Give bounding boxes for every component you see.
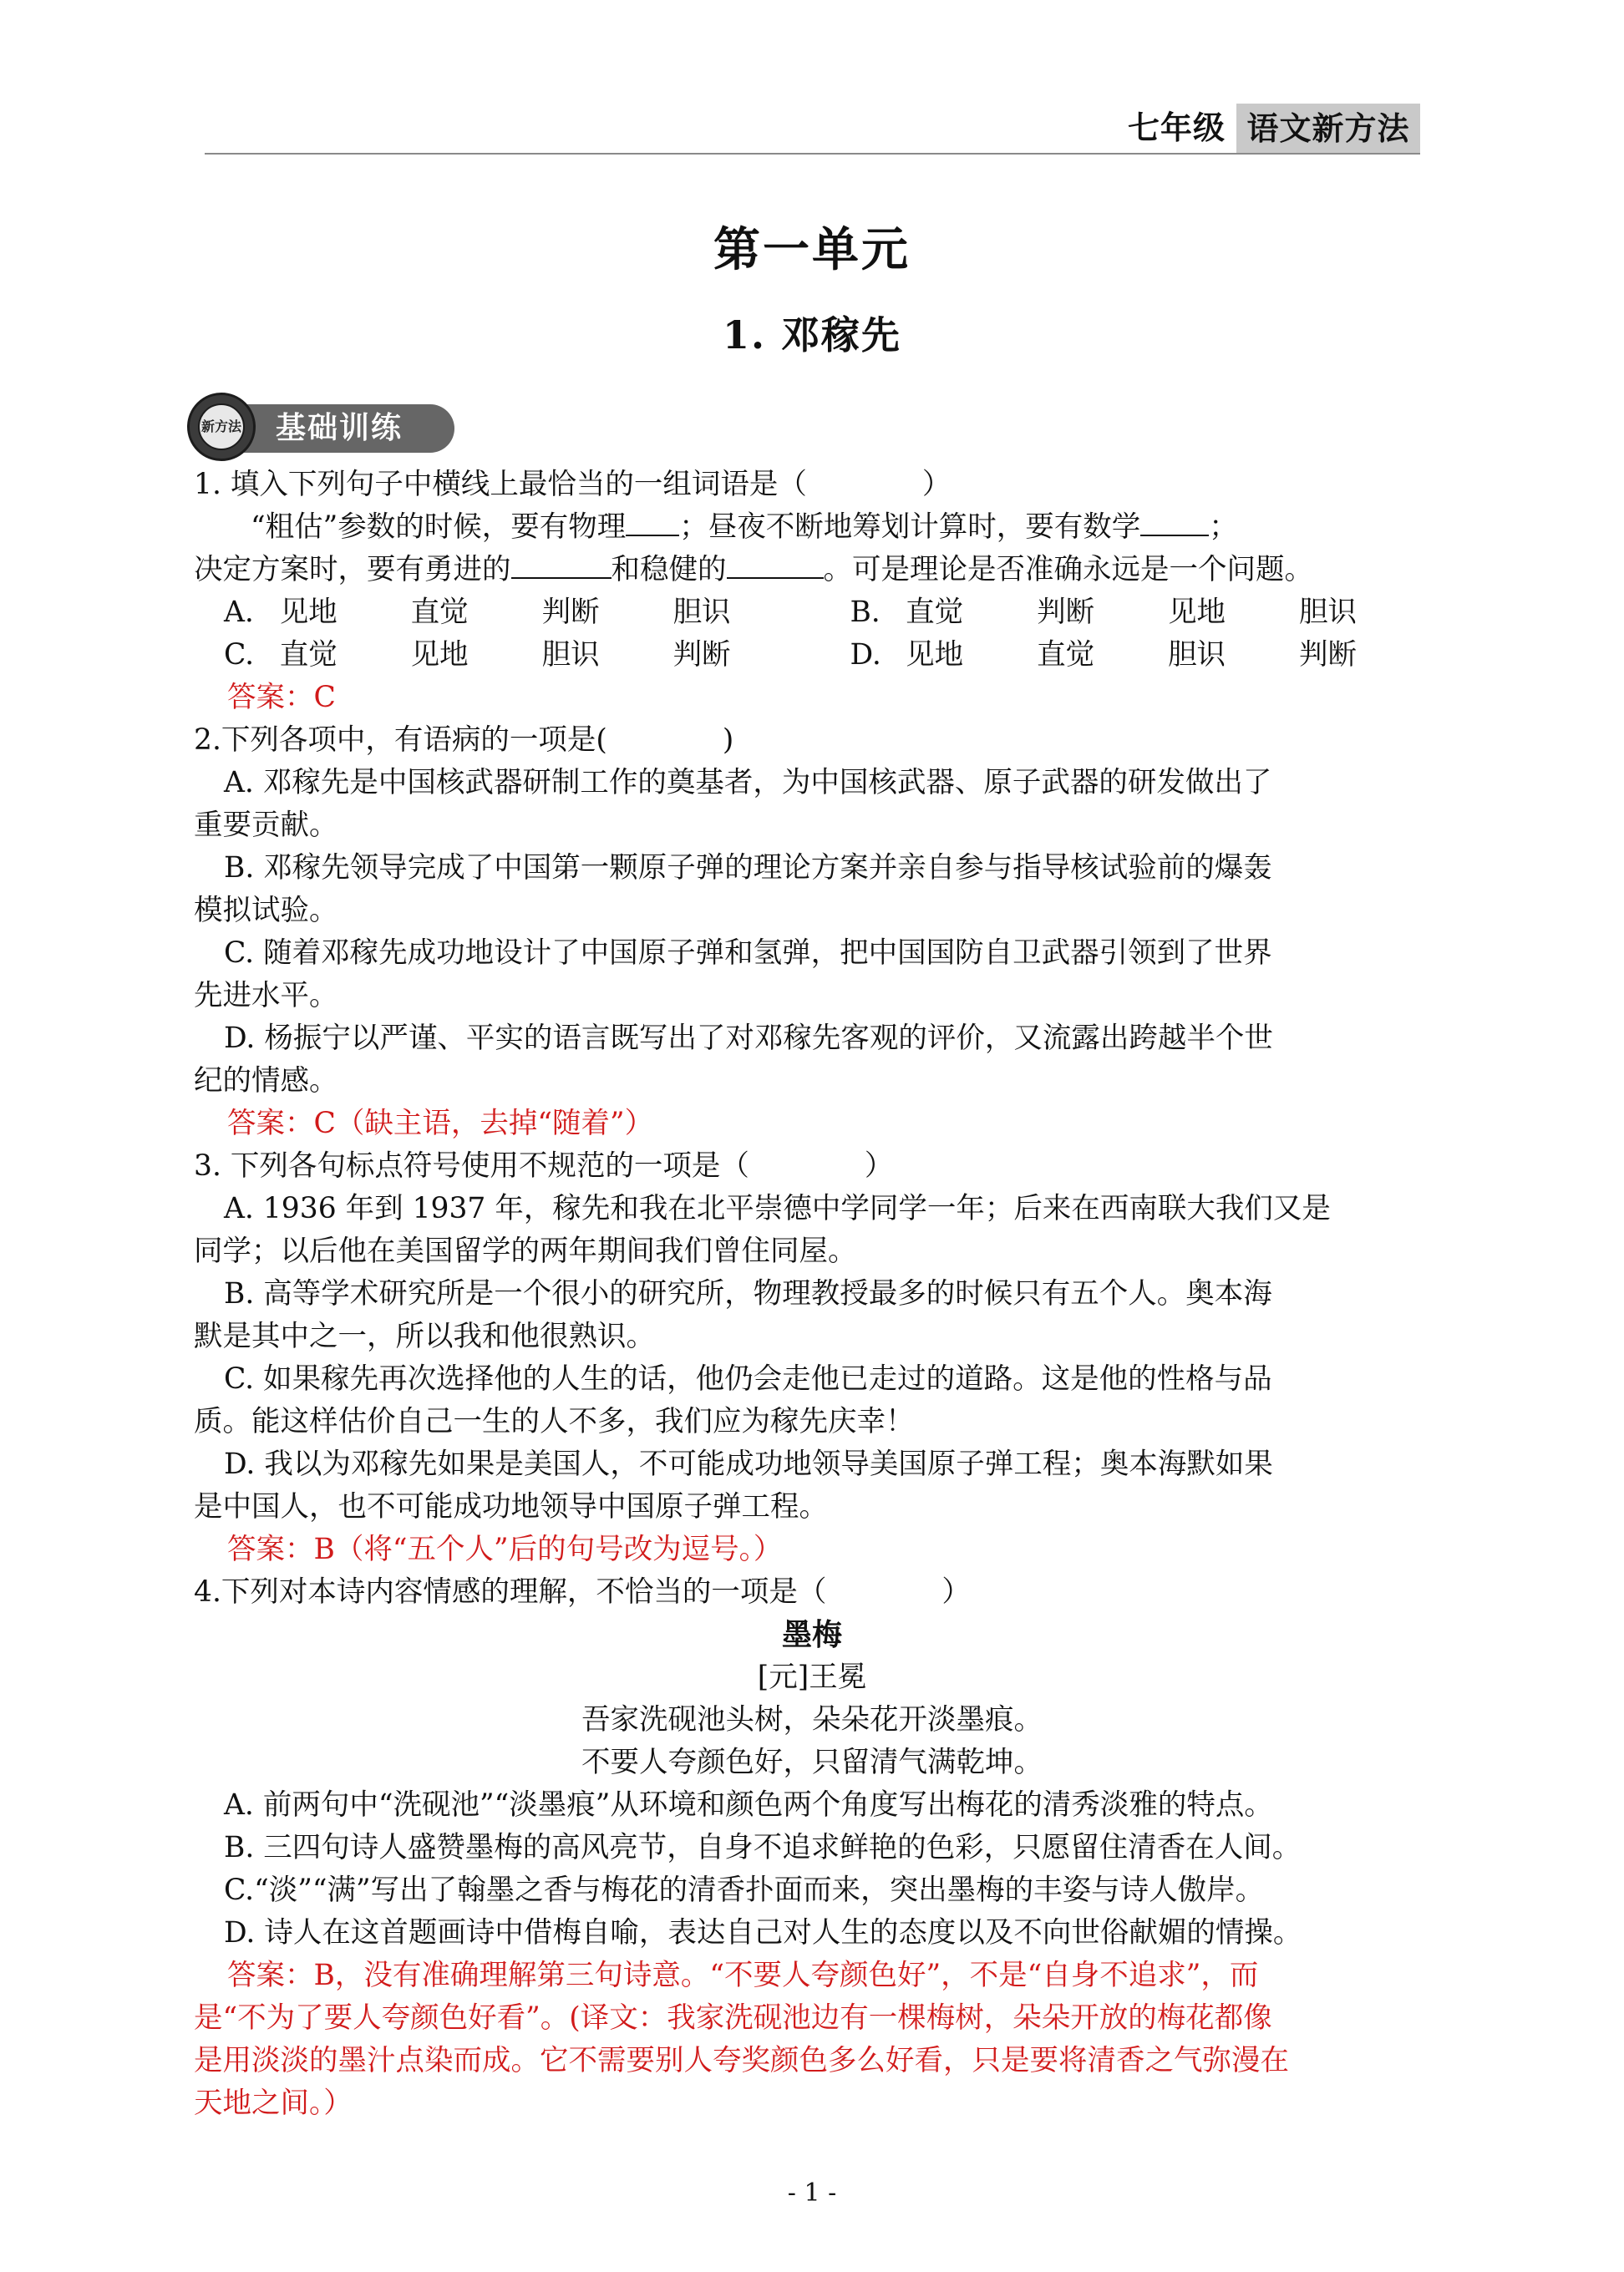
poem-line-1: 吾家洗砚池头树，朵朵花开淡墨痕。 — [581, 1703, 1043, 1737]
exercise-content — [194, 464, 1430, 2125]
q4-answer-line4: 天地之间。） — [194, 2087, 353, 2120]
q3-option-a: A. 1936 年到 1937 年，稼先和我在北平崇德中学同学一年；后来在西南联大我们又是 — [224, 1192, 1331, 1225]
q4-option-a: A. 前两句中“洗砚池”“淡墨痕”从环境和颜色两个角度写出梅花的清秀淡雅的特点。 — [224, 1788, 1273, 1822]
q3-answer: 答案：B（将“五个人”后的句号改为逗号。） — [227, 1533, 783, 1566]
lesson-title: 1. 邓稼先 — [722, 312, 902, 358]
q4-answer-line2: 是“不为了要人夸颜色好看”。(译文：我家洗砚池边有一棵梅树，朵朵开放的梅花都像 — [194, 2001, 1272, 2035]
section-label: 基础训练 — [229, 404, 454, 453]
blank-4 — [727, 550, 824, 579]
q4-option-b: B. 三四句诗人盛赞墨梅的高风亮节，自身不追求鲜艳的色彩，只愿留住清香在人间。 — [224, 1831, 1302, 1864]
q4-option-d: D. 诗人在这首题画诗中借梅自喻，表达自己对人生的态度以及不向世俗献媚的情操。 — [224, 1916, 1302, 1950]
header-series-badge: 语文新方法 — [1236, 104, 1420, 154]
blank-1 — [626, 508, 679, 536]
q3-option-a-cont: 同学；以后他在美国留学的两年期间我们曾住同屋。 — [194, 1235, 857, 1268]
q3-option-b: B. 高等学术研究所是一个很小的研究所，物理教授最多的时候只有五个人。奥本海 — [224, 1277, 1272, 1311]
q1-passage-line2: 决定方案时，要有勇进的 和稳健的 。可是理论是否准确永远是一个问题。 — [194, 549, 1430, 591]
q3-option-d-cont: 是中国人，也不可能成功地领导中国原子弹工程。 — [194, 1490, 828, 1524]
section-banner — [185, 393, 453, 464]
q1-options-row2: C. 直觉 见地 胆识 判断 D. 见地 直觉 胆识 判断 — [224, 638, 1358, 672]
q4-answer-line1: 答案：B，没有准确理解第三句诗意。“不要人夸颜色好”，不是“自身不追求”，而 — [227, 1959, 1259, 1992]
q2-option-a: A. 邓稼先是中国核武器研制工作的奠基者，为中国核武器、原子武器的研发做出了 — [224, 766, 1272, 799]
q3-option-b-cont: 默是其中之一，所以我和他很熟识。 — [194, 1320, 655, 1353]
q2-option-c-cont: 先进水平。 — [194, 979, 338, 1012]
q4-option-c: C.“淡”“满”写出了翰墨之香与梅花的清香扑面而来，突出墨梅的丰姿与诗人傲岸。 — [224, 1874, 1265, 1907]
q2-stem: 2.下列各项中，有语病的一项是( ) — [194, 723, 734, 757]
q1-answer: 答案：C — [227, 681, 336, 714]
header-grade: 七年级 — [1128, 109, 1226, 146]
poem-title: 墨梅 — [781, 1618, 842, 1652]
q4-stem: 4.下列对本诗内容情感的理解，不恰当的一项是（ ） — [194, 1575, 971, 1609]
q2-option-a-cont: 重要贡献。 — [194, 809, 338, 842]
q2-option-d-cont: 纪的情感。 — [194, 1064, 338, 1098]
header-divider — [205, 153, 1420, 155]
book-emblem-icon — [187, 393, 256, 461]
page-number: - 1 - — [787, 2178, 837, 2208]
q3-option-c-cont: 质。能这样估价自己一生的人不多，我们应为稼先庆幸！ — [194, 1405, 915, 1438]
poem-line-2: 不要人夸颜色好，只留清气满乾坤。 — [581, 1746, 1043, 1779]
unit-title: 第一单元 — [713, 222, 911, 277]
q1-stem: 1. 填入下列句子中横线上最恰当的一组词语是（ ） — [194, 468, 952, 501]
blank-2 — [1140, 508, 1209, 536]
q2-option-d: D. 杨振宁以严谨、平实的语言既写出了对邓稼先客观的评价，又流露出跨越半个世 — [224, 1022, 1273, 1055]
q1-options-row1: A. 见地 直觉 判断 胆识 B. 直觉 判断 见地 胆识 — [224, 596, 1358, 629]
q1-passage-line1: “粗估”参数的时候，要有物理 ；昼夜不断地筹划计算时，要有数学 ； — [194, 506, 1430, 549]
q3-stem: 3. 下列各句标点符号使用不规范的一项是（ ） — [194, 1149, 894, 1183]
q2-option-b-cont: 模拟试验。 — [194, 894, 338, 927]
q4-answer-line3: 是用淡淡的墨汁点染而成。它不需要别人夸奖颜色多么好看，只是要将清香之气弥漫在 — [194, 2044, 1289, 2077]
q3-option-d: D. 我以为邓稼先如果是美国人，不可能成功地领导美国原子弹工程；奥本海默如果 — [224, 1448, 1273, 1481]
q3-option-c: C. 如果稼先再次选择他的人生的话，他仍会走他已走过的道路。这是他的性格与品 — [224, 1362, 1272, 1396]
emblem-text: 新方法 — [198, 403, 245, 450]
blank-3 — [511, 550, 612, 579]
poem-author: [元]王冕 — [757, 1661, 867, 1694]
q2-option-b: B. 邓稼先领导完成了中国第一颗原子弹的理论方案并亲自参与指导核试验前的爆轰 — [224, 851, 1272, 885]
q2-answer: 答案：C（缺主语，去掉“随着”） — [227, 1107, 654, 1140]
q2-option-c: C. 随着邓稼先成功地设计了中国原子弹和氢弹，把中国国防自卫武器引领到了世界 — [224, 936, 1272, 970]
